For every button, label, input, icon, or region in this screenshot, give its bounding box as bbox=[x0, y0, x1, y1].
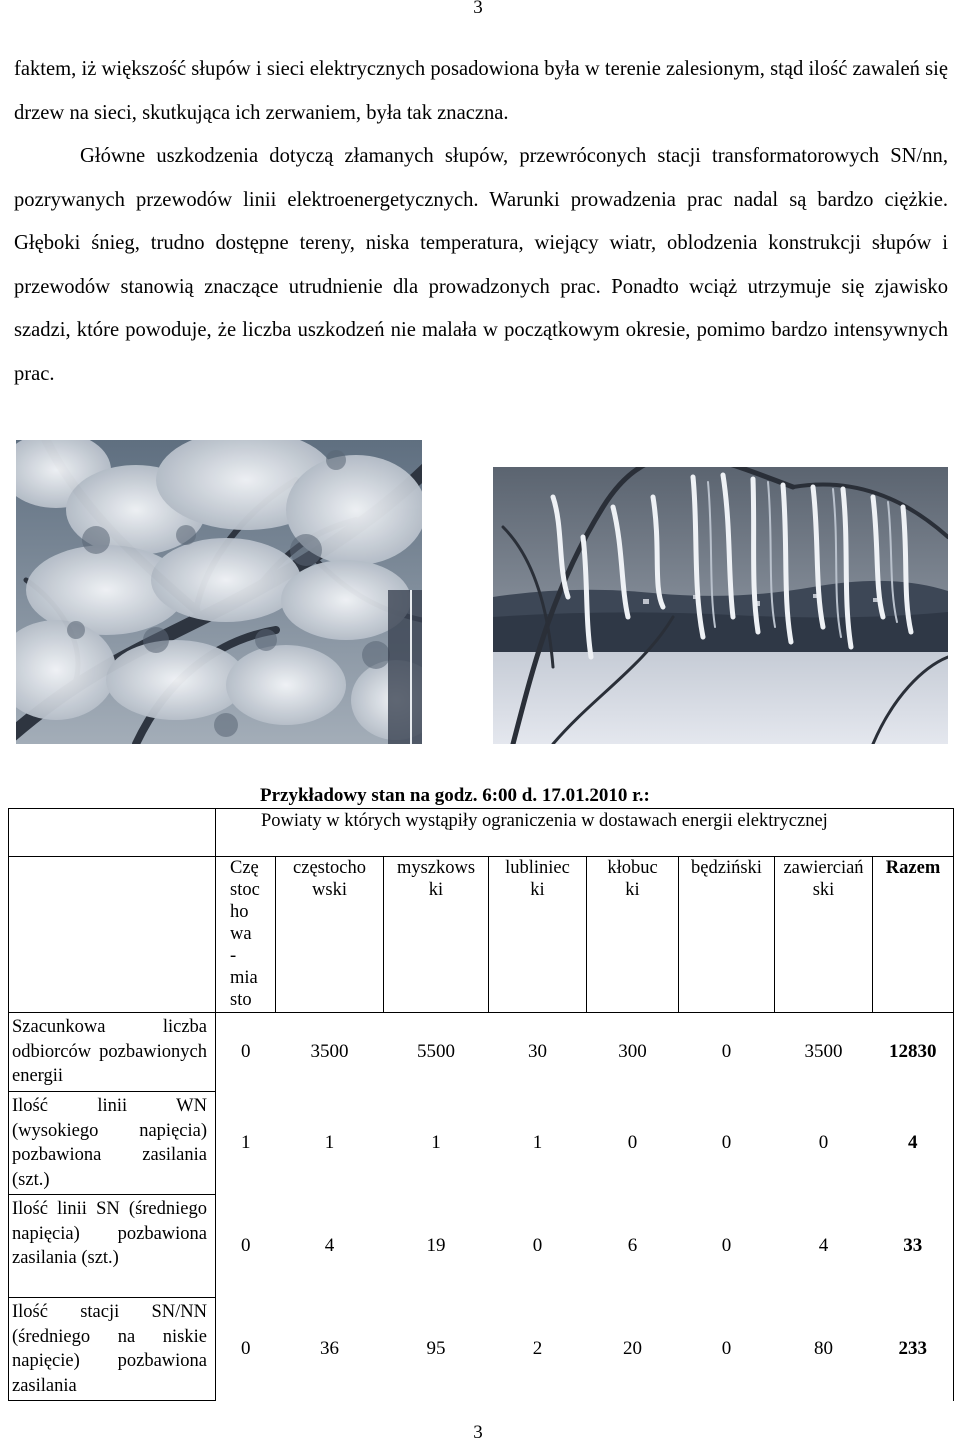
table-cell: 1 bbox=[431, 1132, 441, 1153]
table-cell: 1 bbox=[324, 1132, 335, 1153]
table-cell: 95 bbox=[426, 1338, 446, 1359]
table-cell: 80 bbox=[814, 1338, 833, 1359]
col-header-label: częstocho wski bbox=[293, 858, 366, 900]
table-cell: 0 bbox=[241, 1041, 251, 1063]
col-header-myszkowski bbox=[384, 857, 489, 1013]
table-cell: 0 bbox=[818, 1132, 829, 1153]
photo-frozen-landscape bbox=[493, 467, 948, 744]
table-cell: 0 bbox=[241, 1235, 251, 1256]
table-cell: 36 bbox=[320, 1338, 339, 1359]
row-label: Ilość stacji SN/NN (średniego na niskie napięcie) pozbawiona zasilania bbox=[9, 1298, 216, 1401]
table-cell: 2 bbox=[532, 1338, 543, 1359]
col-header-razem bbox=[873, 857, 954, 1013]
outage-table bbox=[8, 808, 954, 1401]
table-cell: 1 bbox=[532, 1132, 543, 1153]
table-cell: 0 bbox=[532, 1235, 543, 1256]
table-row bbox=[9, 1092, 954, 1195]
col-header-label: Razem bbox=[885, 858, 941, 878]
table-cell: 6 bbox=[627, 1235, 638, 1256]
col-header-klobucki bbox=[587, 857, 679, 1013]
table-cell-total: 33 bbox=[873, 1195, 954, 1298]
col-header-label: Czę stoc ho wa - mia sto bbox=[230, 858, 260, 1010]
paragraph-2: Główne uszkodzenia dotyczą złamanych słupów, przewróconych stacji transformatorowych SN/nn, pozrywanych przewodów linii elektroenergetycznych. Warunki prowadzenia prac nadal są bardzo ciężkie. Głęboki śnieg, trudno dostępne tereny, niska temperatura, wiejący wiatr, oblodzenia konstrukcji słupów i przewodów stanowią znaczące utrudnienie dla prowadzonych prac. Ponadto wciąż utrzymuje się zjawisko szadzi, które powoduje, że liczba uszkodzeń nie malała w początkowym okresie, pomimo bardzo intensywnych prac. bbox=[14, 145, 948, 385]
table-cell-total: 12830 bbox=[873, 1013, 954, 1092]
row-label: Ilość linii WN (wysokiego napięcia) pozbawiona zasilania (szt.) bbox=[9, 1092, 216, 1195]
photo-frosted-branches bbox=[16, 440, 422, 744]
table-cell: 30 bbox=[528, 1041, 547, 1063]
col-header-label: myszkows ki bbox=[396, 858, 476, 900]
paragraph-1: faktem, iż większość słupów i sieci elektrycznych posadowiona była w terenie zalesionym, stąd ilość zawaleń się drzew na sieci, skutkująca ich zerwaniem, była tak znaczna. bbox=[14, 58, 948, 124]
table-subtitle: Powiaty w których wystąpiły ograniczenia w dostawach energii elektrycznej bbox=[261, 811, 828, 831]
table-cell: 0 bbox=[721, 1132, 732, 1153]
table-cell-total: 233 bbox=[873, 1298, 954, 1401]
table-title: Przykładowy stan na godz. 6:00 d. 17.01.2010 r.: bbox=[260, 785, 650, 806]
col-header-czestochowski bbox=[276, 857, 384, 1013]
table-row bbox=[9, 1013, 954, 1092]
row-label: Ilość linii SN (średniego napięcia) pozbawiona zasilania (szt.) bbox=[9, 1195, 216, 1298]
col-header-label: będziński bbox=[691, 858, 762, 878]
body-text bbox=[14, 48, 948, 396]
table-cell-total: 4 bbox=[873, 1092, 954, 1195]
table-subtitle-cell bbox=[216, 809, 954, 857]
table-cell: 1 bbox=[241, 1132, 251, 1153]
col-header-zawiercianski bbox=[775, 857, 873, 1013]
row-label: Szacunkowa liczba odbiorców pozbawionych energii bbox=[9, 1013, 216, 1092]
table-cell: 3500 bbox=[310, 1041, 349, 1063]
table-corner bbox=[9, 809, 216, 857]
table-cell: 3500 bbox=[804, 1041, 843, 1063]
col-header-lubliniecki bbox=[489, 857, 587, 1013]
table-cell: 20 bbox=[623, 1338, 642, 1359]
page-number-bottom: 3 bbox=[473, 1422, 483, 1443]
table-cell: 0 bbox=[721, 1338, 732, 1359]
table-cell: 0 bbox=[627, 1132, 638, 1153]
col-header-bedzinski bbox=[679, 857, 775, 1013]
col-header-czestochowa-miasto bbox=[216, 857, 276, 1013]
col-header-label: lubliniec ki bbox=[505, 858, 570, 900]
table-cell: 5500 bbox=[417, 1041, 455, 1063]
table-cell: 0 bbox=[721, 1235, 732, 1256]
col-header-label: kłobuc ki bbox=[607, 858, 658, 900]
page-number-top: 3 bbox=[473, 0, 483, 18]
row-label-header bbox=[9, 857, 216, 1013]
table-cell: 4 bbox=[818, 1235, 829, 1256]
table-row bbox=[9, 1195, 954, 1298]
table-cell: 19 bbox=[426, 1235, 446, 1256]
table-cell: 0 bbox=[241, 1338, 251, 1359]
col-header-label: zawierciań ski bbox=[783, 858, 864, 900]
table-row bbox=[9, 1298, 954, 1401]
table-cell: 0 bbox=[721, 1041, 732, 1063]
table-cell: 300 bbox=[618, 1041, 647, 1063]
table-cell: 4 bbox=[324, 1235, 335, 1256]
